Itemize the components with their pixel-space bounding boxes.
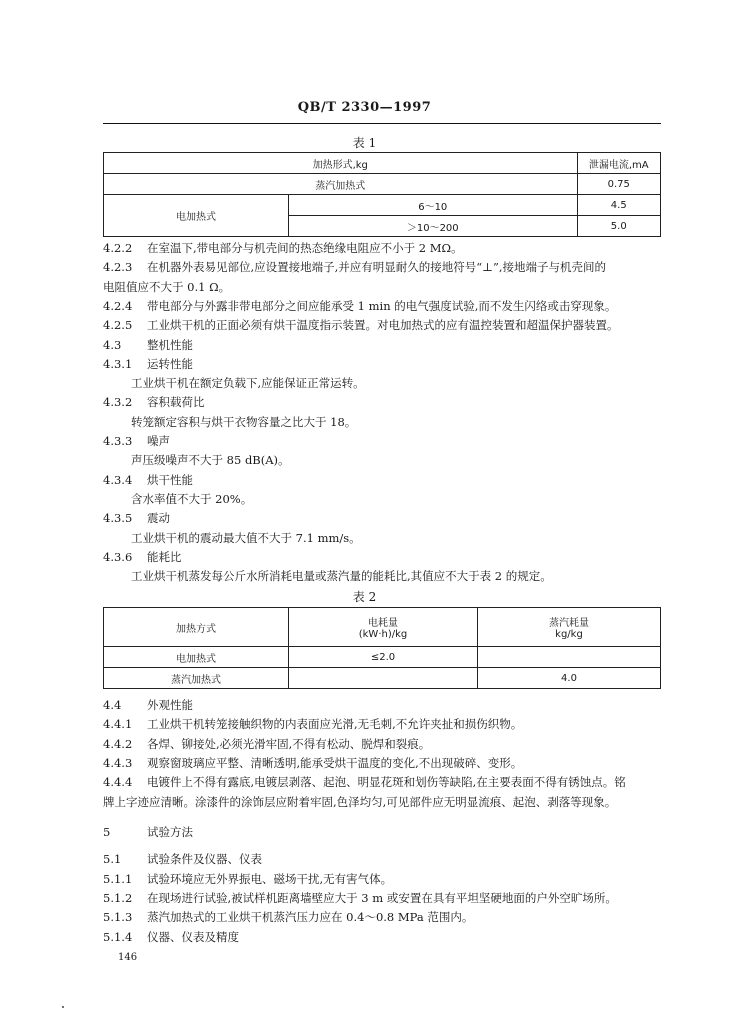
- clause-number: 5.1: [103, 852, 122, 867]
- table-2-caption: 表 2: [352, 590, 377, 604]
- clause-text: 仪器、仪表及精度: [147, 929, 239, 944]
- clause-number: 4.4.1: [103, 717, 133, 732]
- table-cell: 5.0: [577, 216, 661, 237]
- clause-number: 4.3.6: [103, 549, 133, 564]
- clause-number: 4.2.4: [103, 298, 133, 313]
- clause-line: [103, 549, 663, 566]
- clause-text: 牌上字迹应清晰。涂漆件的涂饰层应附着牢固,色泽均匀,可见部件应无明显流痕、起泡、剥落等现象。: [103, 794, 617, 809]
- clause-text: 工业烘干机蒸发每公斤水所消耗电量或蒸汽量的能耗比,其值应不大于表 2 的规定。: [131, 569, 552, 584]
- table-cell: 6～10: [289, 195, 578, 216]
- clause-line: [103, 433, 663, 450]
- clause-text: 转笼额定容积与烘干衣物容量之比大于 18。: [131, 414, 357, 429]
- clause-text: 声压级噪声不大于 85 dB(A)。: [131, 453, 290, 468]
- clause-number: 4.2.5: [103, 318, 133, 333]
- clause-line: [103, 568, 691, 585]
- clause-number: 4.2.3: [103, 260, 133, 275]
- electric-consumption-header: 电耗量: [368, 618, 398, 629]
- table-cell: 电加热式: [104, 195, 289, 237]
- clause-text: 运转性能: [147, 356, 193, 371]
- clause-line: [103, 530, 691, 547]
- clause-line: [103, 909, 663, 926]
- table-2: [103, 607, 661, 689]
- page-number: 146: [118, 952, 138, 963]
- standard-number-header: QB/T 2330—1997: [297, 100, 432, 115]
- clause-text: 电阻值应不大于 0.1 Ω。: [103, 279, 231, 294]
- clause-line: [103, 394, 663, 411]
- clause-number: 4.3.4: [103, 472, 133, 487]
- clause-number: 4.3: [103, 337, 122, 352]
- table-header-cell: 加热方式: [104, 608, 289, 647]
- table-row: [104, 174, 661, 195]
- clause-text: 震动: [147, 511, 170, 526]
- clause-line: [103, 736, 663, 753]
- clause-number: 4.4.2: [103, 736, 133, 751]
- clause-text: 整机性能: [147, 337, 193, 352]
- clause-text: 蒸汽加热式的工业烘干机蒸汽压力应在 0.4～0.8 MPa 范围内。: [147, 910, 474, 925]
- clause-text: 容积载荷比: [147, 395, 205, 410]
- clause-text: 在现场进行试验,被试样机距离墙壁应大于 3 m 或安置在具有平坦坚硬地面的户外空旷场所。: [147, 890, 617, 905]
- clause-line: [103, 774, 663, 791]
- table-row: [104, 153, 661, 174]
- clause-line: [103, 279, 663, 296]
- clause-line: [103, 414, 691, 431]
- table-1: [103, 152, 661, 237]
- clause-line: [103, 259, 663, 276]
- clause-line: [103, 824, 663, 841]
- table-header-cell: [289, 608, 478, 647]
- clause-line: [103, 337, 663, 354]
- table-header-cell: 加热形式,kg: [104, 153, 578, 174]
- clause-number: 4.2.2: [103, 241, 133, 255]
- table-cell: ≤2.0: [289, 647, 478, 668]
- clause-number: 4.3.1: [103, 356, 133, 371]
- table-cell: 电加热式: [104, 647, 289, 668]
- clause-line: [103, 298, 663, 315]
- clause-line: [103, 929, 663, 946]
- table-cell: [289, 668, 478, 689]
- clause-number: 4.3.3: [103, 434, 133, 448]
- clause-text: 外观性能: [147, 698, 193, 712]
- clause-line: [103, 755, 663, 772]
- clause-line: [103, 356, 663, 373]
- clause-text: 工业烘干机的正面必须有烘干温度指示装置。对电加热式的应有温控装置和超温保护器装置。: [147, 318, 619, 333]
- electric-consumption-unit: (kW·h)/kg: [358, 629, 408, 640]
- clause-text: 烘干性能: [147, 472, 193, 487]
- table-header-cell: [478, 608, 661, 647]
- table-cell: ＞10～200: [289, 216, 578, 237]
- clause-text: 在机器外表易见部位,应设置接地端子,并应有明显耐久的接地符号“⊥”,接地端子与机壳间的: [147, 260, 607, 275]
- table-header-cell: 泄漏电流,mA: [577, 153, 661, 174]
- clause-text: 各焊、铆接处,必须光滑牢固,不得有松动、脱焊和裂痕。: [147, 736, 431, 751]
- clause-text: 带电部分与外露非带电部分之间应能承受 1 min 的电气强度试验,而不发生闪络或击穿现象。: [147, 298, 617, 313]
- clause-text: 观察窗玻璃应平整、清晰透明,能承受烘干温度的变化,不出现破碎、变形。: [147, 755, 523, 770]
- clause-number: 4.3.5: [103, 511, 133, 526]
- clause-line: [103, 794, 663, 811]
- clause-text: 电镀件上不得有露底,电镀层剥落、起泡、明显花斑和划伤等缺陷,在主要表面不得有锈蚀点。铭: [147, 775, 626, 790]
- table-cell: [478, 647, 661, 668]
- steam-consumption-header: 蒸汽耗量: [549, 618, 589, 629]
- clause-line: [103, 871, 663, 888]
- table-row: [104, 668, 661, 689]
- table-row: [104, 195, 661, 216]
- clause-number: 4.4.3: [103, 755, 133, 770]
- clause-number: 4.3.2: [103, 395, 133, 410]
- clause-text: 在室温下,带电部分与机壳间的热态绝缘电阻应不小于 2 MΩ。: [147, 241, 463, 255]
- clause-line: [103, 890, 663, 907]
- clause-text: 工业烘干机在额定负载下,应能保证正常运转。: [131, 376, 365, 391]
- clause-number: 5: [103, 825, 111, 839]
- clause-line: [103, 716, 663, 733]
- clause-text: 试验方法: [147, 825, 193, 839]
- clause-line: [103, 510, 663, 527]
- clause-text: 噪声: [147, 434, 170, 448]
- clause-number: 5.1.1: [103, 871, 133, 886]
- clause-line: [103, 452, 691, 469]
- table-cell: 蒸汽加热式: [104, 174, 578, 195]
- table-1-caption: 表 1: [352, 136, 377, 150]
- clause-line: [103, 240, 663, 257]
- clause-number: 5.1.2: [103, 890, 133, 905]
- scan-speck: [62, 1006, 64, 1008]
- header-rule: [103, 123, 661, 124]
- table-row: [104, 647, 661, 668]
- clause-line: [103, 851, 663, 868]
- table-cell: 蒸汽加热式: [104, 668, 289, 689]
- clause-line: [103, 472, 663, 489]
- clause-line: [103, 697, 663, 714]
- clause-text: 能耗比: [147, 549, 182, 564]
- clause-line: [103, 317, 663, 334]
- table-cell: 0.75: [577, 174, 661, 195]
- clause-text: 试验条件及仪器、仪表: [147, 852, 262, 867]
- table-cell: 4.5: [577, 195, 661, 216]
- clause-line: [103, 375, 691, 392]
- table-cell: 4.0: [478, 668, 661, 689]
- clause-number: 5.1.4: [103, 929, 133, 944]
- clause-text: 含水率值不大于 20%。: [131, 491, 253, 506]
- clause-number: 4.4.4: [103, 775, 133, 790]
- clause-line: [103, 491, 691, 508]
- steam-consumption-unit: kg/kg: [555, 629, 583, 640]
- clause-number: 5.1.3: [103, 910, 133, 925]
- clause-number: 4.4: [103, 698, 122, 712]
- clause-text: 工业烘干机的震动最大值不大于 7.1 mm/s。: [131, 530, 361, 545]
- clause-text: 试验环境应无外界振电、磁场干扰,无有害气体。: [147, 871, 393, 886]
- table-row: [104, 608, 661, 647]
- clause-text: 工业烘干机转笼接触织物的内表面应光滑,无毛刺,不允许夹扯和损伤织物。: [147, 717, 523, 732]
